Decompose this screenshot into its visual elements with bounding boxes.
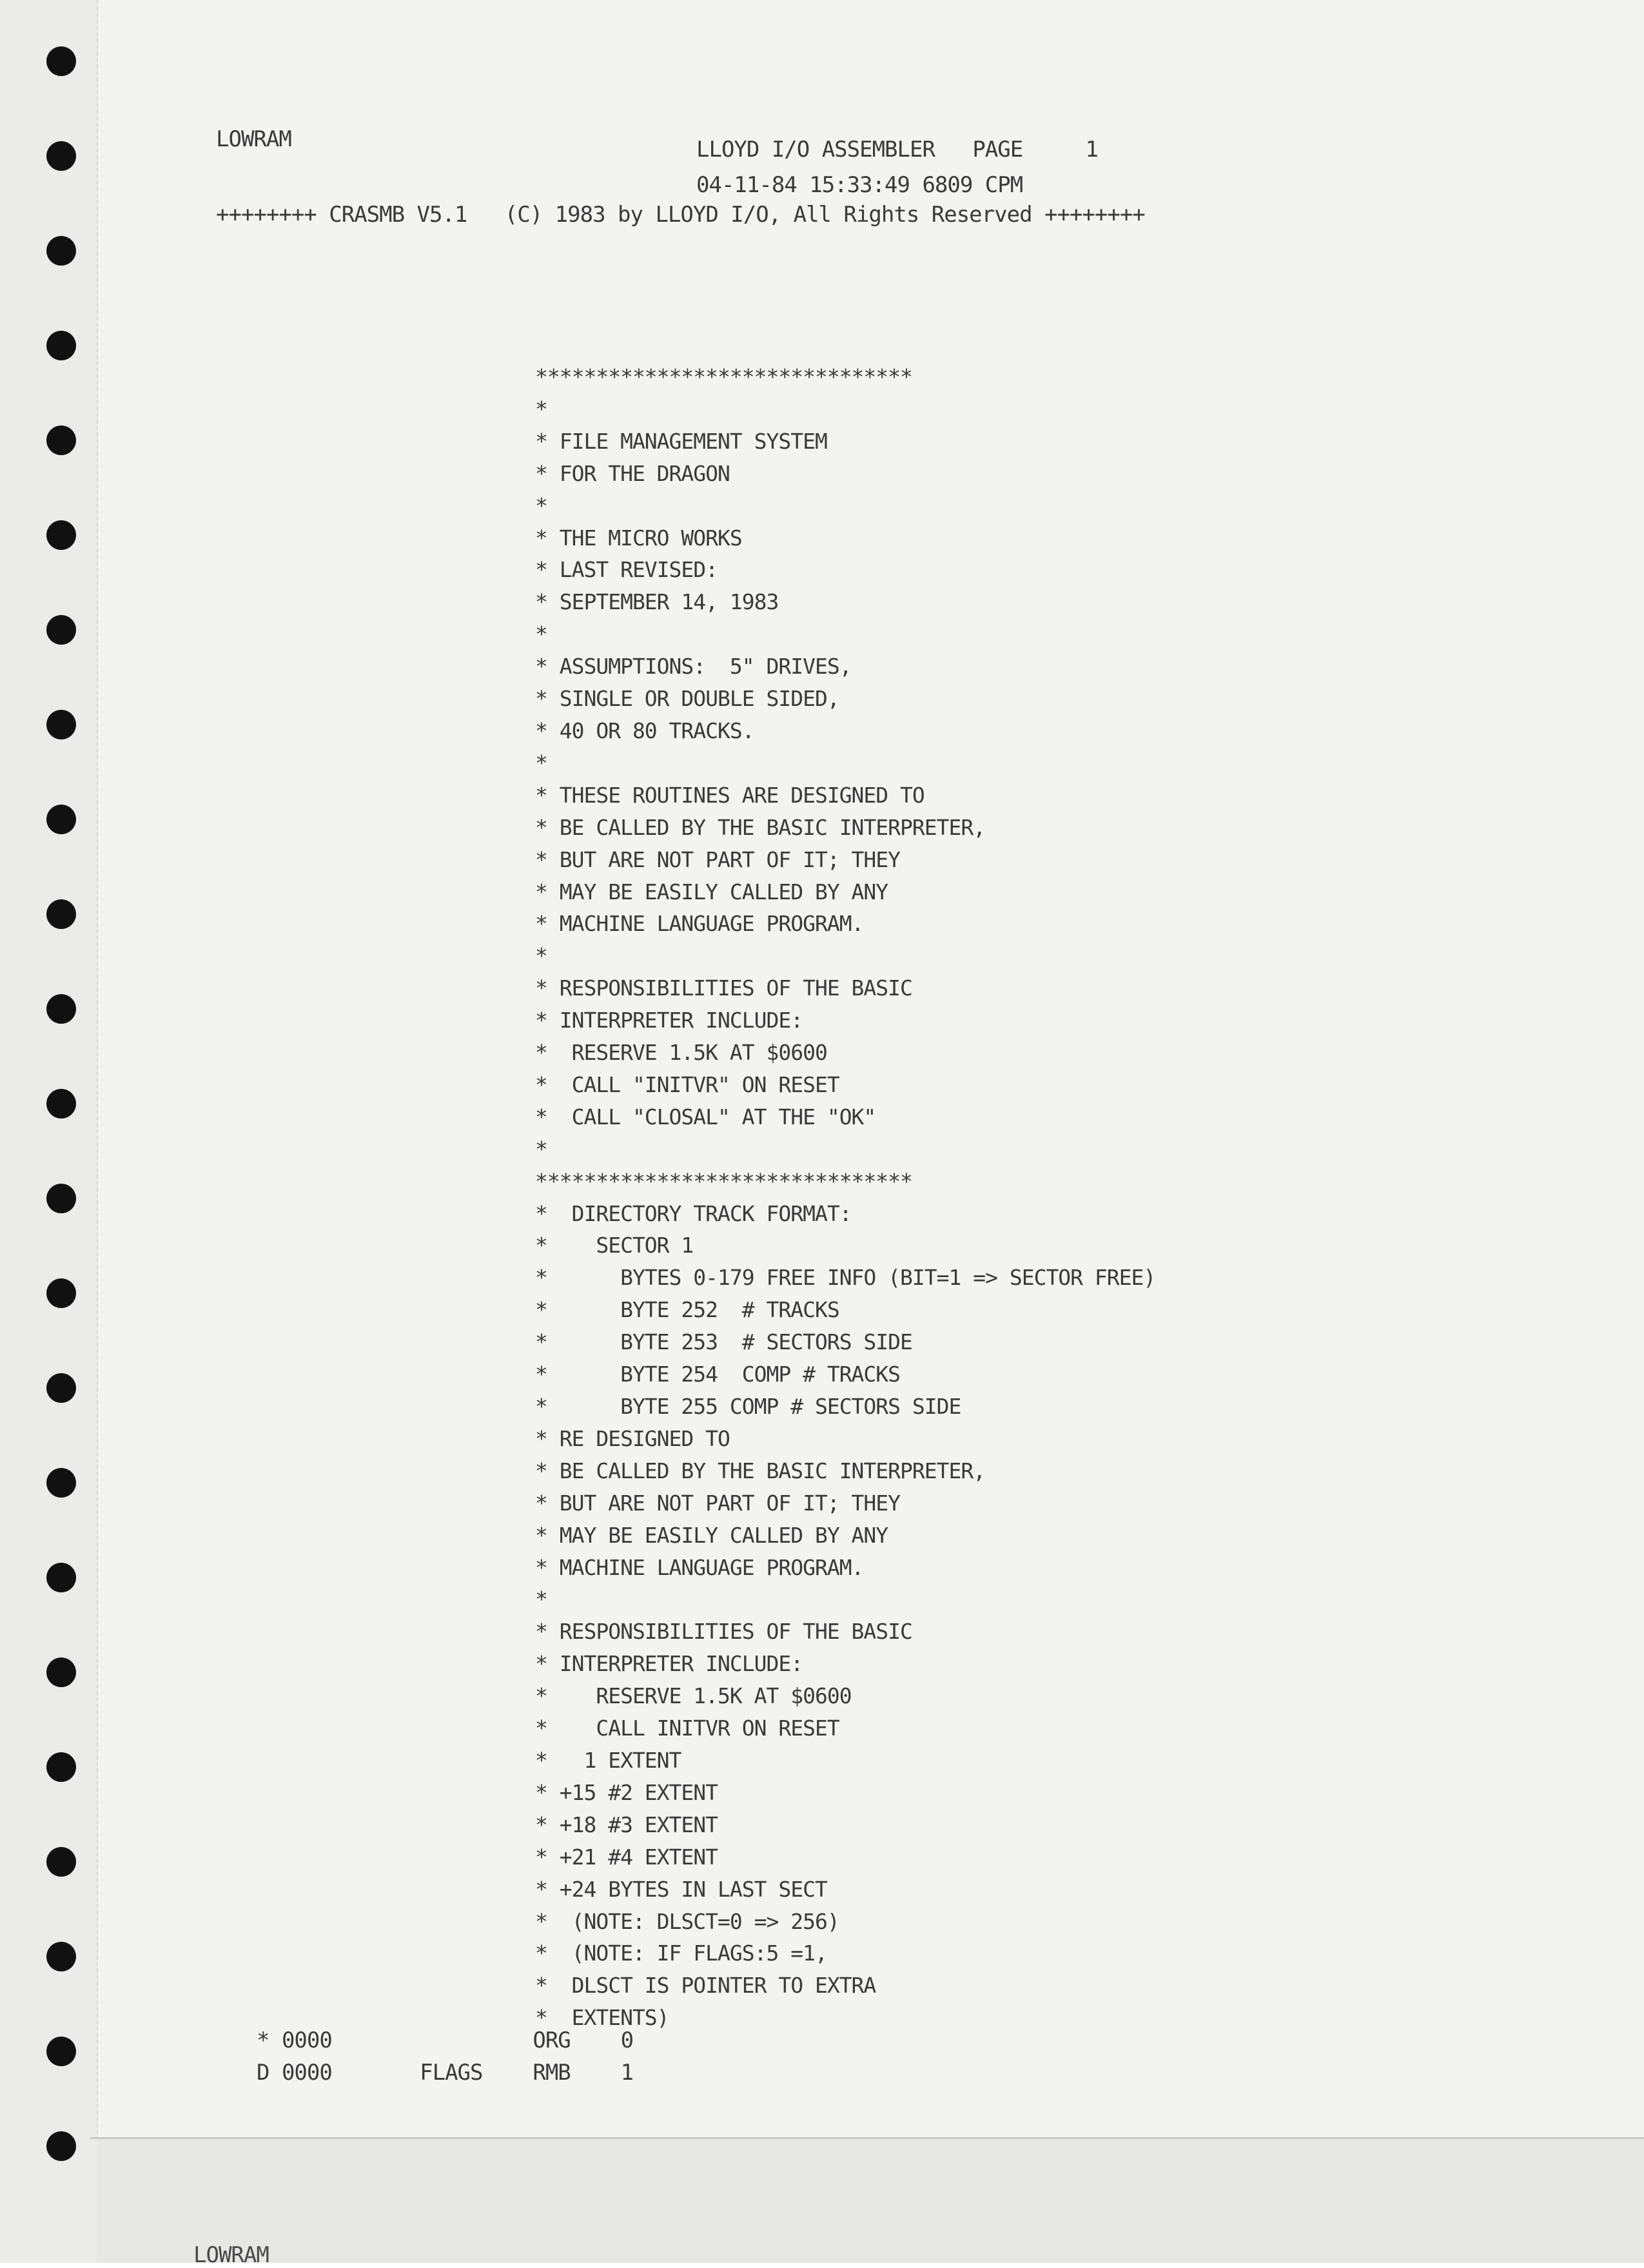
listing-line: ******************************* — [535, 1168, 912, 1194]
sprocket-hole — [46, 899, 76, 929]
listing-line: * BE CALLED BY THE BASIC INTERPRETER, — [535, 814, 986, 840]
listing-line: ******************************* — [535, 364, 912, 389]
listing-line: * CALL "CLOSAL" AT THE "OK" — [535, 1104, 876, 1129]
sprocket-hole — [46, 1942, 76, 1971]
code-text: FLAGS RMB 1 — [420, 2060, 634, 2086]
listing-line: * BE CALLED BY THE BASIC INTERPRETER, — [535, 1458, 986, 1483]
listing-line: * FILE MANAGEMENT SYSTEM — [535, 428, 827, 454]
listing-line: * THE MICRO WORKS — [535, 525, 742, 551]
listing-line: * — [535, 750, 547, 776]
listing-line: * BYTES 0-179 FREE INFO (BIT=1 => SECTOR FREE) — [535, 1265, 1156, 1291]
listing-line: * — [535, 1136, 547, 1162]
listing-line: * CALL "INITVR" ON RESET — [535, 1071, 839, 1097]
listing-line: * BYTE 252 # TRACKS — [535, 1297, 839, 1323]
listing-line: * SINGLE OR DOUBLE SIDED, — [535, 686, 839, 712]
listing-line: * BYTE 254 COMP # TRACKS — [535, 1362, 901, 1387]
listing-line: * — [535, 621, 547, 647]
sprocket-hole — [46, 615, 76, 645]
sprocket-hole — [46, 1752, 76, 1782]
code-address: D 0000 — [257, 2060, 332, 2086]
next-sheet-program-name: LOWRAM — [193, 2242, 269, 2268]
listing-line: * RE DESIGNED TO — [535, 1425, 730, 1451]
listing-line: * DIRECTORY TRACK FORMAT: — [535, 1200, 852, 1226]
sprocket-hole — [46, 710, 76, 739]
listing-line: * RESPONSIBILITIES OF THE BASIC — [535, 1619, 912, 1645]
listing-line: * MACHINE LANGUAGE PROGRAM. — [535, 911, 864, 937]
copyright-banner: ++++++++ CRASMB V5.1 (C) 1983 by LLOYD I/O, All Rights Reserved ++++++++ — [216, 202, 1145, 228]
code-address: * 0000 — [257, 2028, 332, 2053]
listing-line: * 40 OR 80 TRACKS. — [535, 718, 754, 743]
sprocket-hole — [46, 805, 76, 834]
listing-line: * MAY BE EASILY CALLED BY ANY — [535, 879, 888, 904]
assembler-page-line: LLOYD I/O ASSEMBLER PAGE 1 — [696, 137, 1099, 162]
listing-line: * LAST REVISED: — [535, 557, 718, 583]
listing-line: * — [535, 493, 547, 518]
listing-line: * RESERVE 1.5K AT $0600 — [535, 1683, 852, 1709]
sprocket-hole — [46, 1184, 76, 1213]
listing-line: * +21 #4 EXTENT — [535, 1844, 718, 1870]
sprocket-hole — [46, 1657, 76, 1687]
code-text: ORG 0 — [420, 2028, 634, 2053]
listing-line: * INTERPRETER INCLUDE: — [535, 1651, 803, 1677]
listing-line: * — [535, 396, 547, 422]
listing-line: * SECTOR 1 — [535, 1233, 694, 1258]
sprocket-hole — [46, 1847, 76, 1877]
listing-line: * BYTE 255 COMP # SECTORS SIDE — [535, 1394, 961, 1419]
listing-line: * ASSUMPTIONS: 5" DRIVES, — [535, 654, 852, 679]
sprocket-hole — [46, 1468, 76, 1498]
listing-line: * MACHINE LANGUAGE PROGRAM. — [535, 1554, 864, 1580]
listing-line: * — [535, 1587, 547, 1612]
listing-line: * +18 #3 EXTENT — [535, 1812, 718, 1837]
listing-line: * (NOTE: DLSCT=0 => 256) — [535, 1908, 839, 1934]
listing-line: * RESPONSIBILITIES OF THE BASIC — [535, 975, 912, 1001]
sprocket-hole — [46, 425, 76, 455]
listing-line: * +24 BYTES IN LAST SECT — [535, 1876, 827, 1902]
listing-line: * CALL INITVR ON RESET — [535, 1716, 839, 1741]
comment-listing — [535, 361, 1155, 2034]
sprocket-hole — [46, 1563, 76, 1592]
code-line — [257, 2060, 633, 2086]
sprocket-hole — [46, 2037, 76, 2066]
listing-line: * BUT ARE NOT PART OF IT; THEY — [535, 846, 901, 872]
listing-line: * RESERVE 1.5K AT $0600 — [535, 1040, 827, 1066]
sprocket-hole — [46, 1373, 76, 1403]
sprocket-hole — [46, 236, 76, 266]
listing-line: * THESE ROUTINES ARE DESIGNED TO — [535, 782, 925, 808]
listing-line: * BYTE 253 # SECTORS SIDE — [535, 1329, 912, 1355]
sprocket-hole — [46, 46, 76, 76]
listing-line: * +15 #2 EXTENT — [535, 1779, 718, 1805]
listing-line: * MAY BE EASILY CALLED BY ANY — [535, 1522, 888, 1548]
listing-line: * INTERPRETER INCLUDE: — [535, 1008, 803, 1033]
code-line — [257, 2028, 633, 2053]
listing-line: * — [535, 943, 547, 969]
listing-line: * SEPTEMBER 14, 1983 — [535, 589, 779, 615]
sprocket-hole — [46, 520, 76, 550]
sprocket-hole — [46, 994, 76, 1024]
sprocket-hole — [46, 1089, 76, 1119]
program-name: LOWRAM — [216, 126, 291, 152]
sprocket-hole — [46, 141, 76, 171]
sprocket-hole — [46, 1278, 76, 1308]
sprocket-hole — [46, 2131, 76, 2161]
listing-line: * BUT ARE NOT PART OF IT; THEY — [535, 1490, 901, 1516]
listing-line: * EXTENTS) — [535, 2005, 669, 2031]
listing-line: * DLSCT IS POINTER TO EXTRA — [535, 1973, 876, 1999]
timestamp-line: 04-11-84 15:33:49 6809 CPM — [696, 172, 1023, 198]
listing-line: * 1 EXTENT — [535, 1747, 681, 1773]
sprocket-hole — [46, 331, 76, 360]
listing-line: * (NOTE: IF FLAGS:5 =1, — [535, 1941, 827, 1966]
next-sheet-edge — [97, 2139, 1644, 2263]
listing-line: * FOR THE DRAGON — [535, 460, 730, 486]
